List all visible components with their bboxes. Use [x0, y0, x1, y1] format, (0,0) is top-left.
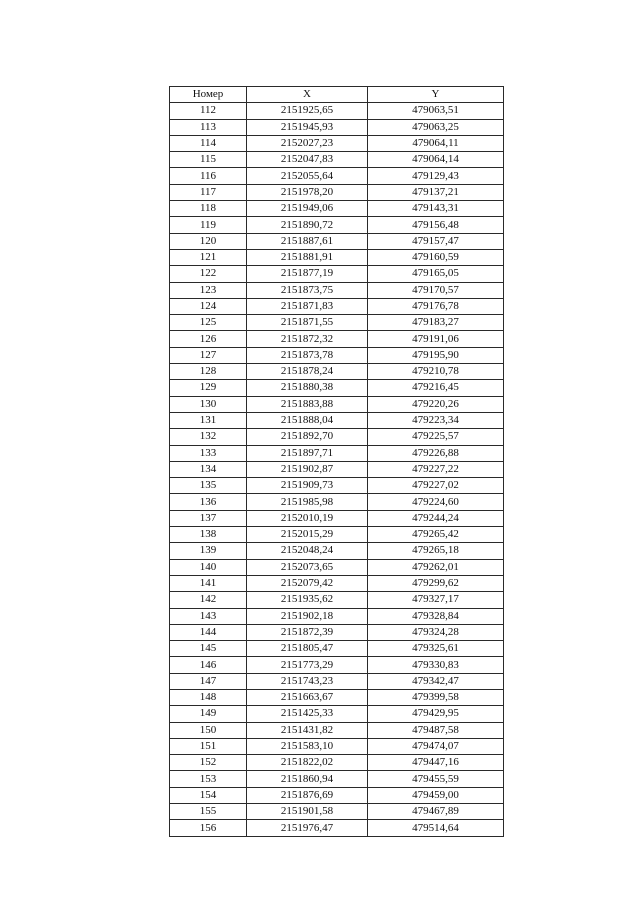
cell-y: 479063,51 — [368, 103, 504, 119]
cell-y: 479459,00 — [368, 787, 504, 803]
cell-x: 2151976,47 — [247, 820, 368, 836]
cell-x: 2151431,82 — [247, 722, 368, 738]
cell-x: 2151887,61 — [247, 233, 368, 249]
cell-x: 2151880,38 — [247, 380, 368, 396]
table-row — [170, 592, 504, 608]
cell-number: 147 — [170, 673, 247, 689]
cell-y: 479160,59 — [368, 249, 504, 265]
cell-y: 479064,14 — [368, 152, 504, 168]
table-row — [170, 494, 504, 510]
cell-x: 2152055,64 — [247, 168, 368, 184]
cell-number: 114 — [170, 135, 247, 151]
cell-number: 122 — [170, 266, 247, 282]
cell-x: 2152048,24 — [247, 543, 368, 559]
cell-number: 148 — [170, 689, 247, 705]
cell-y: 479455,59 — [368, 771, 504, 787]
cell-y: 479129,43 — [368, 168, 504, 184]
cell-x: 2151773,29 — [247, 657, 368, 673]
table-row — [170, 624, 504, 640]
table-row — [170, 201, 504, 217]
cell-x: 2151897,71 — [247, 445, 368, 461]
cell-y: 479064,11 — [368, 135, 504, 151]
cell-x: 2152079,42 — [247, 575, 368, 591]
cell-number: 115 — [170, 152, 247, 168]
cell-x: 2151871,55 — [247, 315, 368, 331]
table-row — [170, 233, 504, 249]
table-row — [170, 804, 504, 820]
cell-y: 479324,28 — [368, 624, 504, 640]
cell-number: 128 — [170, 364, 247, 380]
cell-number: 145 — [170, 641, 247, 657]
cell-x: 2151822,02 — [247, 755, 368, 771]
cell-number: 154 — [170, 787, 247, 803]
cell-x: 2151881,91 — [247, 249, 368, 265]
cell-y: 479399,58 — [368, 689, 504, 705]
cell-number: 127 — [170, 347, 247, 363]
cell-number: 151 — [170, 738, 247, 754]
table-row — [170, 298, 504, 314]
table-row — [170, 673, 504, 689]
cell-x: 2151877,19 — [247, 266, 368, 282]
cell-number: 155 — [170, 804, 247, 820]
cell-y: 479156,48 — [368, 217, 504, 233]
table-row — [170, 152, 504, 168]
cell-number: 123 — [170, 282, 247, 298]
cell-x: 2151878,24 — [247, 364, 368, 380]
table-row — [170, 282, 504, 298]
header-x: X — [247, 87, 368, 103]
cell-y: 479220,26 — [368, 396, 504, 412]
cell-number: 120 — [170, 233, 247, 249]
cell-y: 479137,21 — [368, 184, 504, 200]
cell-y: 479265,42 — [368, 527, 504, 543]
cell-x: 2152047,83 — [247, 152, 368, 168]
cell-y: 479227,02 — [368, 478, 504, 494]
cell-number: 125 — [170, 315, 247, 331]
cell-x: 2151978,20 — [247, 184, 368, 200]
cell-x: 2151945,93 — [247, 119, 368, 135]
cell-number: 124 — [170, 298, 247, 314]
table-row — [170, 510, 504, 526]
table-row — [170, 722, 504, 738]
cell-y: 479327,17 — [368, 592, 504, 608]
cell-number: 141 — [170, 575, 247, 591]
cell-number: 121 — [170, 249, 247, 265]
cell-y: 479191,06 — [368, 331, 504, 347]
table-row — [170, 527, 504, 543]
cell-number: 149 — [170, 706, 247, 722]
table-row — [170, 347, 504, 363]
cell-y: 479210,78 — [368, 364, 504, 380]
cell-y: 479225,57 — [368, 429, 504, 445]
table-row — [170, 706, 504, 722]
table-row — [170, 445, 504, 461]
table-row — [170, 331, 504, 347]
table-row — [170, 641, 504, 657]
table-row — [170, 217, 504, 233]
cell-y: 479265,18 — [368, 543, 504, 559]
cell-x: 2152027,23 — [247, 135, 368, 151]
cell-x: 2151873,78 — [247, 347, 368, 363]
table-row — [170, 771, 504, 787]
cell-number: 152 — [170, 755, 247, 771]
cell-number: 146 — [170, 657, 247, 673]
table-row — [170, 738, 504, 754]
table-row — [170, 559, 504, 575]
cell-number: 138 — [170, 527, 247, 543]
cell-x: 2151909,73 — [247, 478, 368, 494]
cell-x: 2152010,19 — [247, 510, 368, 526]
cell-number: 130 — [170, 396, 247, 412]
cell-y: 479223,34 — [368, 412, 504, 428]
cell-x: 2151901,58 — [247, 804, 368, 820]
cell-x: 2151883,88 — [247, 396, 368, 412]
table-row — [170, 119, 504, 135]
cell-number: 137 — [170, 510, 247, 526]
cell-y: 479467,89 — [368, 804, 504, 820]
table-row — [170, 657, 504, 673]
cell-y: 479447,16 — [368, 755, 504, 771]
cell-y: 479157,47 — [368, 233, 504, 249]
cell-number: 116 — [170, 168, 247, 184]
cell-number: 133 — [170, 445, 247, 461]
cell-number: 156 — [170, 820, 247, 836]
cell-x: 2151935,62 — [247, 592, 368, 608]
cell-y: 479328,84 — [368, 608, 504, 624]
cell-x: 2151873,75 — [247, 282, 368, 298]
table-row — [170, 755, 504, 771]
cell-number: 142 — [170, 592, 247, 608]
cell-y: 479330,83 — [368, 657, 504, 673]
cell-number: 132 — [170, 429, 247, 445]
table-row — [170, 315, 504, 331]
header-number: Номер — [170, 87, 247, 103]
table-row — [170, 364, 504, 380]
cell-number: 139 — [170, 543, 247, 559]
cell-number: 119 — [170, 217, 247, 233]
cell-number: 126 — [170, 331, 247, 347]
cell-y: 479474,07 — [368, 738, 504, 754]
cell-x: 2151872,32 — [247, 331, 368, 347]
cell-x: 2151902,18 — [247, 608, 368, 624]
cell-x: 2151663,67 — [247, 689, 368, 705]
cell-y: 479487,58 — [368, 722, 504, 738]
cell-number: 140 — [170, 559, 247, 575]
cell-number: 136 — [170, 494, 247, 510]
cell-y: 479165,05 — [368, 266, 504, 282]
cell-x: 2151860,94 — [247, 771, 368, 787]
table-row — [170, 429, 504, 445]
cell-x: 2151425,33 — [247, 706, 368, 722]
cell-number: 131 — [170, 412, 247, 428]
cell-number: 144 — [170, 624, 247, 640]
cell-x: 2151743,23 — [247, 673, 368, 689]
cell-number: 113 — [170, 119, 247, 135]
cell-y: 479325,61 — [368, 641, 504, 657]
cell-x: 2152073,65 — [247, 559, 368, 575]
cell-x: 2151871,83 — [247, 298, 368, 314]
cell-x: 2151805,47 — [247, 641, 368, 657]
cell-x: 2151892,70 — [247, 429, 368, 445]
header-y: Y — [368, 87, 504, 103]
table-row — [170, 249, 504, 265]
cell-x: 2152015,29 — [247, 527, 368, 543]
table-row — [170, 787, 504, 803]
table-row — [170, 608, 504, 624]
cell-y: 479299,62 — [368, 575, 504, 591]
cell-y: 479224,60 — [368, 494, 504, 510]
cell-y: 479170,57 — [368, 282, 504, 298]
cell-y: 479262,01 — [368, 559, 504, 575]
cell-x: 2151925,65 — [247, 103, 368, 119]
table-row — [170, 380, 504, 396]
cell-y: 479429,95 — [368, 706, 504, 722]
cell-y: 479226,88 — [368, 445, 504, 461]
table-header-row — [170, 87, 504, 103]
table-row — [170, 168, 504, 184]
cell-x: 2151890,72 — [247, 217, 368, 233]
table-row — [170, 135, 504, 151]
cell-x: 2151888,04 — [247, 412, 368, 428]
cell-x: 2151985,98 — [247, 494, 368, 510]
cell-x: 2151876,69 — [247, 787, 368, 803]
cell-y: 479342,47 — [368, 673, 504, 689]
table-row — [170, 184, 504, 200]
cell-y: 479195,90 — [368, 347, 504, 363]
table-row — [170, 575, 504, 591]
cell-number: 112 — [170, 103, 247, 119]
cell-y: 479244,24 — [368, 510, 504, 526]
cell-y: 479063,25 — [368, 119, 504, 135]
cell-number: 134 — [170, 461, 247, 477]
table-row — [170, 396, 504, 412]
cell-number: 118 — [170, 201, 247, 217]
table-row — [170, 412, 504, 428]
coordinates-table — [169, 86, 504, 837]
table-row — [170, 266, 504, 282]
cell-number: 143 — [170, 608, 247, 624]
cell-x: 2151902,87 — [247, 461, 368, 477]
cell-y: 479514,64 — [368, 820, 504, 836]
table-row — [170, 461, 504, 477]
cell-y: 479176,78 — [368, 298, 504, 314]
table-row — [170, 689, 504, 705]
cell-number: 129 — [170, 380, 247, 396]
cell-x: 2151949,06 — [247, 201, 368, 217]
cell-x: 2151583,10 — [247, 738, 368, 754]
table-row — [170, 103, 504, 119]
table-row — [170, 543, 504, 559]
table-row — [170, 820, 504, 836]
cell-number: 135 — [170, 478, 247, 494]
cell-number: 150 — [170, 722, 247, 738]
cell-number: 153 — [170, 771, 247, 787]
cell-x: 2151872,39 — [247, 624, 368, 640]
cell-y: 479216,45 — [368, 380, 504, 396]
cell-y: 479227,22 — [368, 461, 504, 477]
table-row — [170, 478, 504, 494]
cell-y: 479183,27 — [368, 315, 504, 331]
cell-number: 117 — [170, 184, 247, 200]
cell-y: 479143,31 — [368, 201, 504, 217]
table-body — [170, 103, 504, 836]
